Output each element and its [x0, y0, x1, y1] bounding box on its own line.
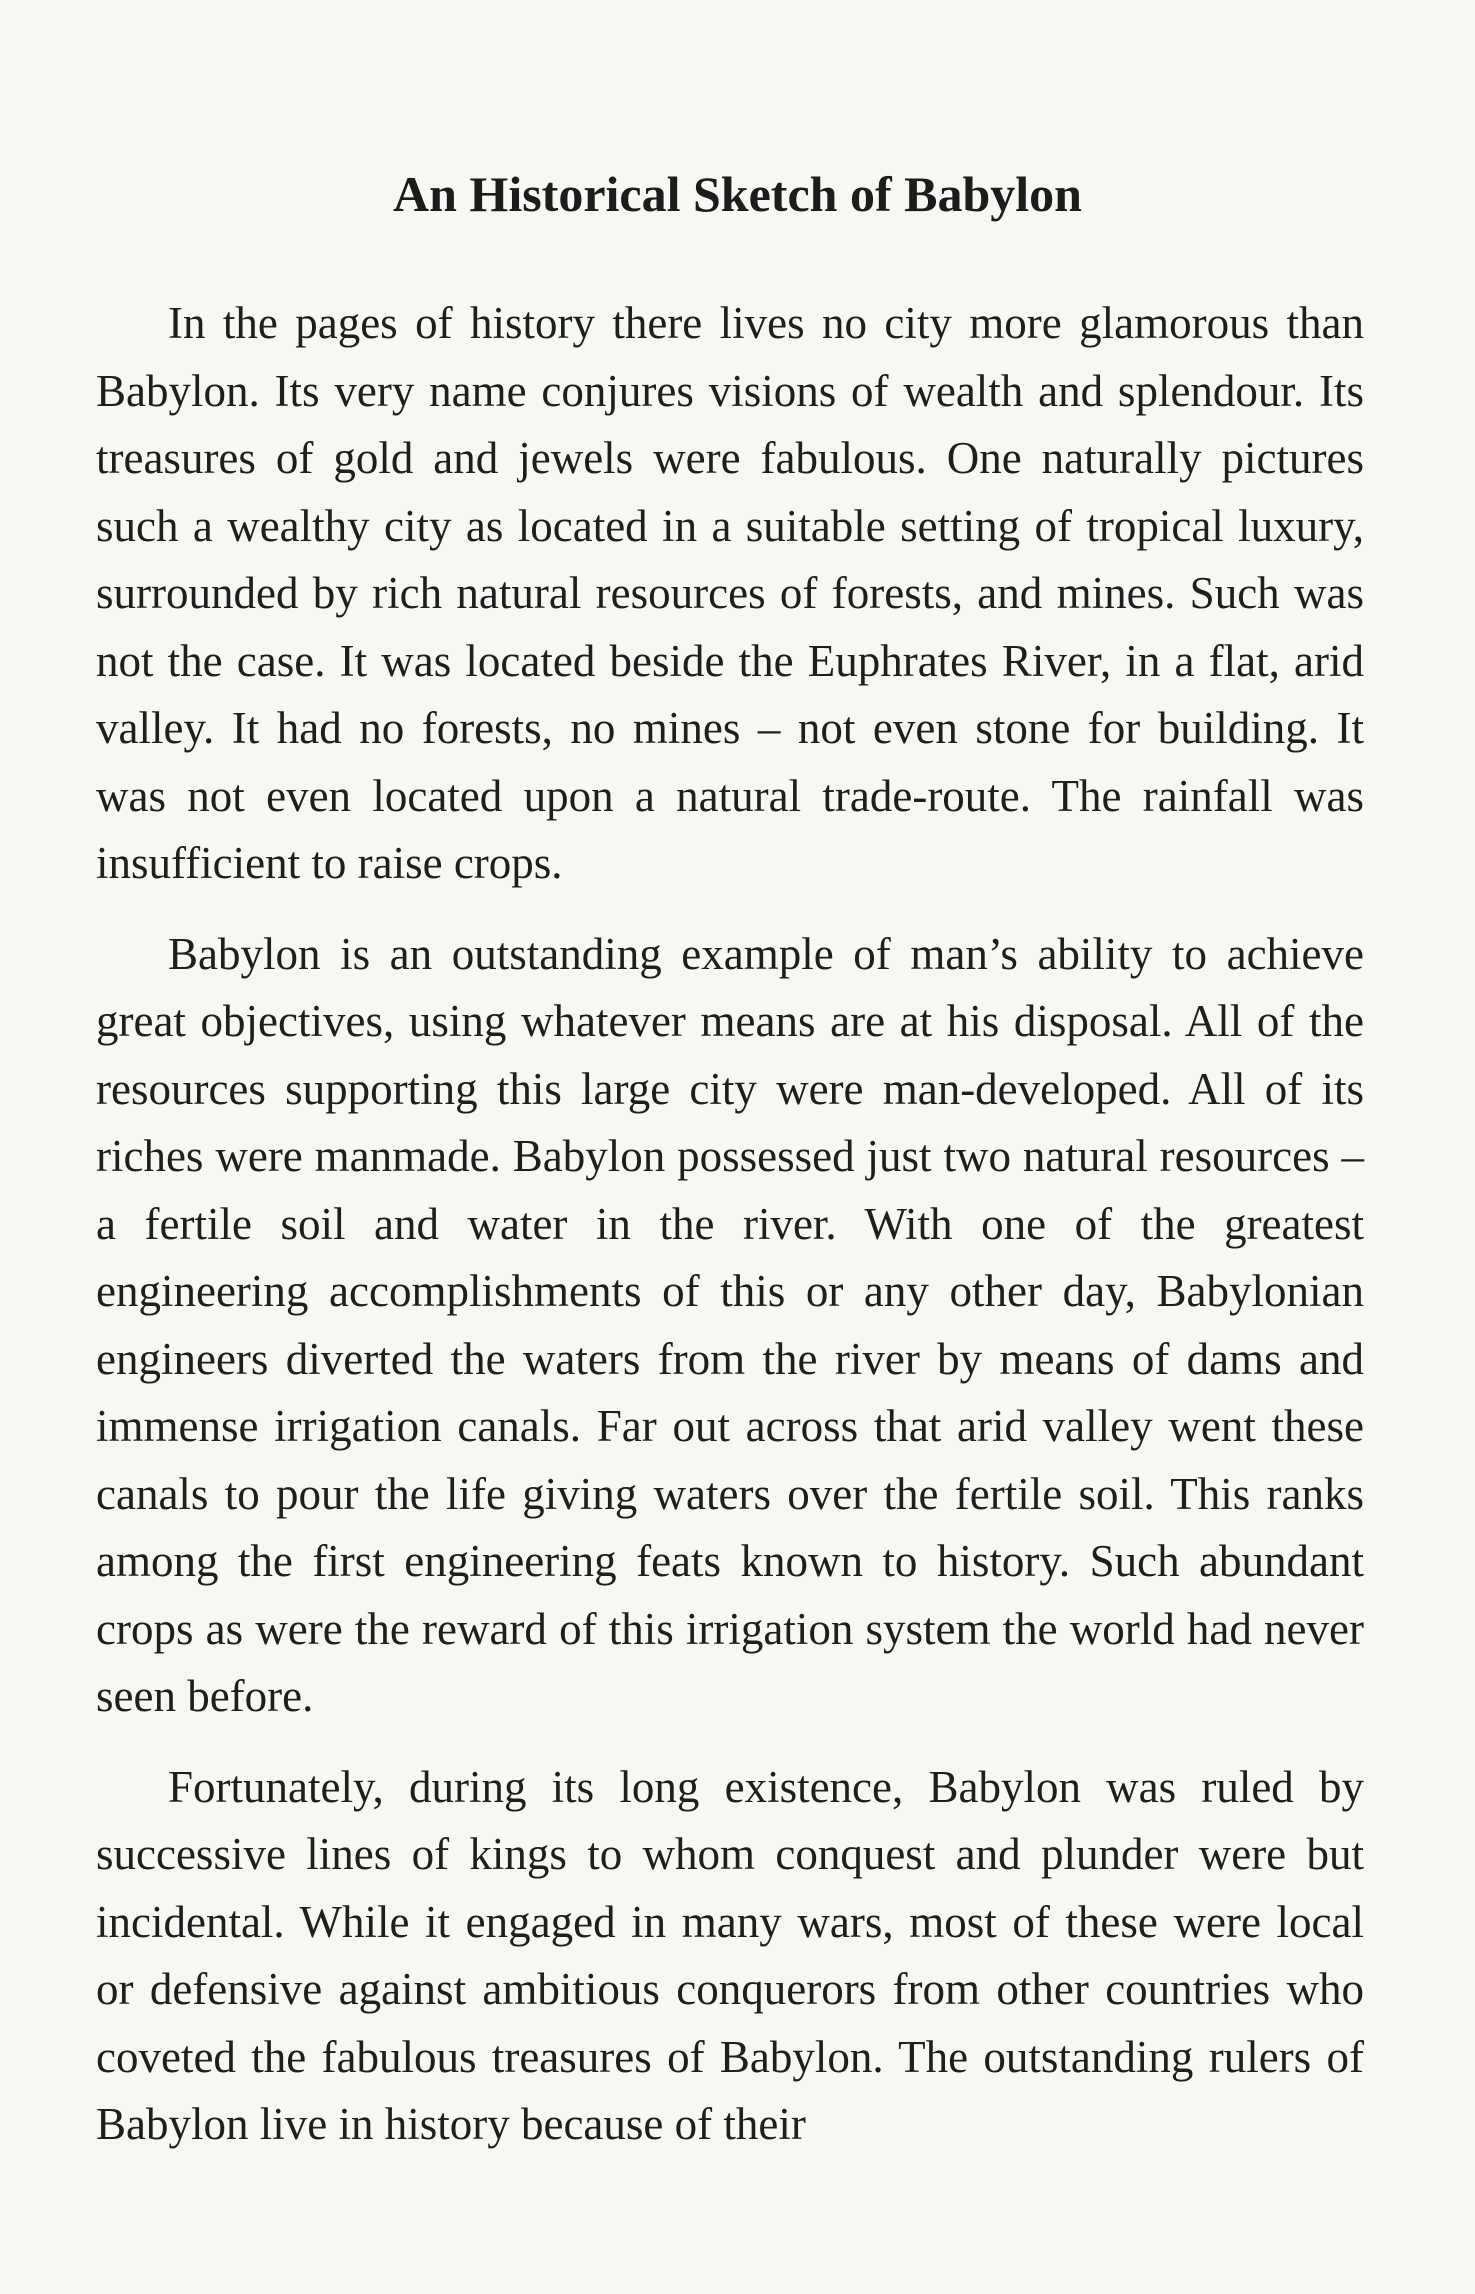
- body-text: [96, 290, 1364, 2159]
- paragraph-2: Babylon is an outstanding example of man’s ability to achieve great objectives, using whatever means are at his disposal. All of the resources supporting this large city were man-developed. All of its riches were manmade. Babylon possessed just two natural resources – a fertile soil and water in the river. With one of the greatest engineering accomplishments of this or any other day, Babylonian engineers diverted the waters from the river by means of dams and immense irrigation canals. Far out across that arid valley went these canals to pour the life giving waters over the fertile soil. This ranks among the first engineering feats known to history. Such abundant crops as were the reward of this irrigation system the world had never seen before.: [96, 928, 1364, 1721]
- paragraph-3: Fortunately, during its long existence, Babylon was ruled by successive lines of kings to whom conquest and plunder were but incidental. While it engaged in many wars, most of these were local or defensive against ambitious conquerors from other countries who coveted the fabulous treasures of Babylon. The outstanding rulers of Babylon live in history because of their: [96, 1761, 1364, 2149]
- paragraph-1: In the pages of history there lives no city more glamorous than Babylon. Its very name conjures visions of wealth and splendour. Its treasures of gold and jewels were fabulous. One naturally pictures such a wealthy city as located in a suitable setting of tropical luxury, surrounded by rich natural resources of forests, and mines. Such was not the case. It was located beside the Euphrates River, in a flat, arid valley. It had no forests, no mines – not even stone for building. It was not even located upon a natural trade-route. The rainfall was insufficient to raise crops.: [96, 298, 1364, 888]
- page-title: An Historical Sketch of Babylon: [393, 166, 1082, 222]
